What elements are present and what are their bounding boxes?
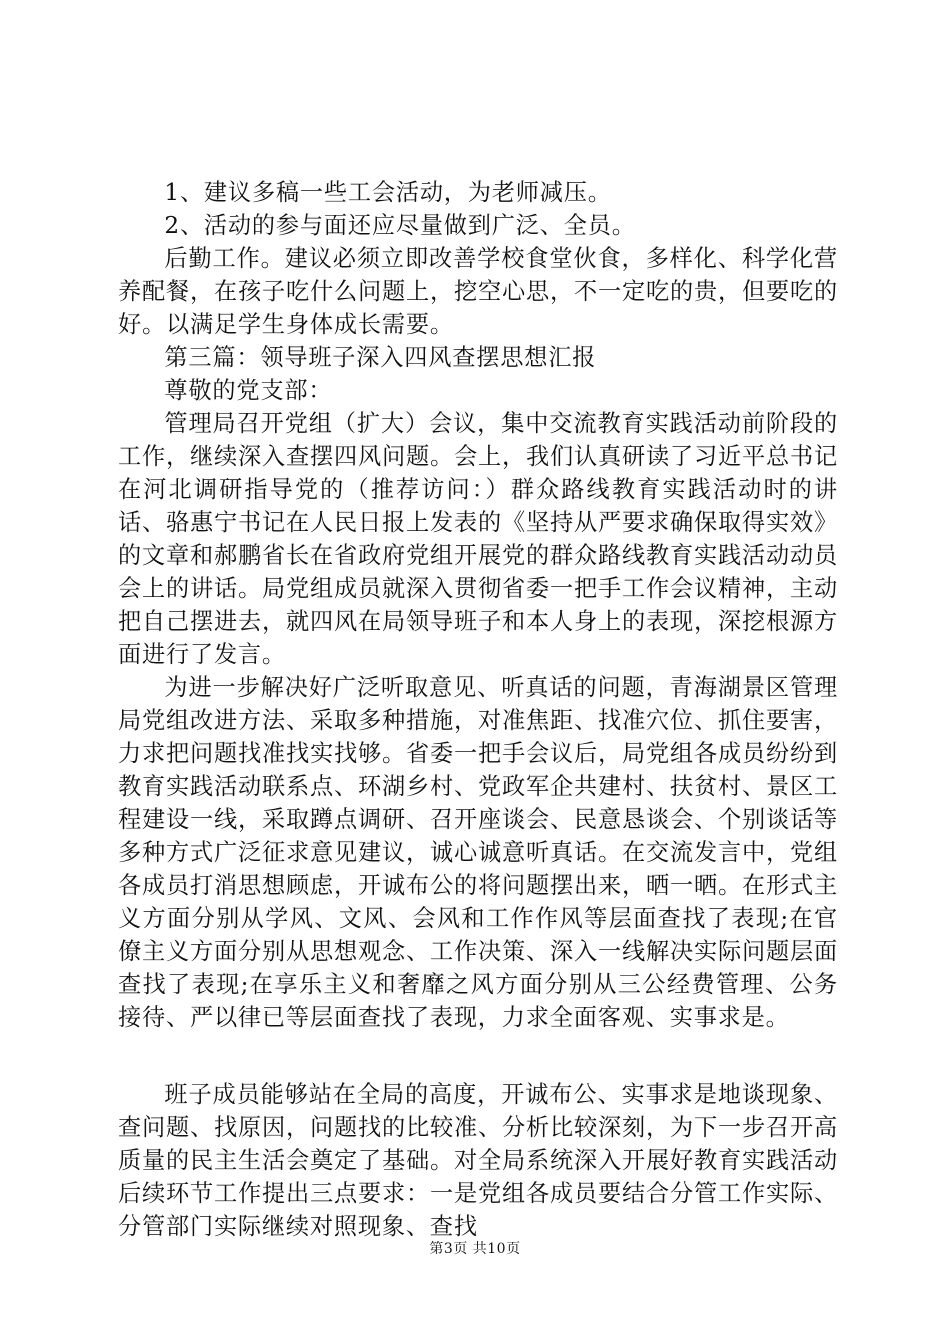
paragraph: 管理局召开党组（扩大）会议，集中交流教育实践活动前阶段的工作，继续深入查摆四风问题。会上，我们认真研读了习近平总书记在河北调研指导党的（推荐访问：）群众路线教育实践活动时的讲话、骆惠宁书记在人民日报上发表的《坚持从严要求确保取得实效》的文章和郝鹏省长在省政府党组开展党的群众路线教育实践活动动员会上的讲话。局党组成员就深入贯彻省委一把手工作会议精神，主动把自己摆进去，就四风在局领导班子和本人身上的表现，深挖根源方面进行了发言。 — [118, 410, 838, 668]
paragraph: 1、建议多稿一些工会活动，为老师减压。 — [164, 179, 612, 206]
document-body — [118, 176, 838, 1243]
section-heading: 第三篇：领导班子深入四风查摆思想汇报 — [164, 344, 597, 371]
paragraph: 班子成员能够站在全局的高度，开诚布公、实事求是地谈现象、查问题、找原因，问题找的比较准、分析比较深刻，为下一步召开高质量的民主生活会奠定了基础。对全局系统深入开展好教育实践活动后续环节工作提出三点要求：一是党组各成员要结合分管工作实际、分管部门实际继续对照现象、查找 — [118, 1081, 838, 1240]
paragraph-spacer — [118, 1034, 838, 1078]
page-number: 第3页 共10页 — [429, 1241, 521, 1257]
salutation: 尊敬的党支部： — [164, 377, 333, 404]
paragraph: 为进一步解决好广泛听取意见、听真话的问题，青海湖景区管理局党组改进方法、采取多种措施，对准焦距、找准穴位、抓住要害，力求把问题找准找实找够。省委一把手会议后，局党组各成员纷纷到教育实践活动联系点、环湖乡村、党政军企共建村、扶贫村、景区工程建设一线，采取蹲点调研、召开座谈会、民意恳谈会、个别谈话等多种方式广泛征求意见建议，诚心诚意听真话。在交流发言中，党组各成员打消思想顾虑，开诚布公的将问题摆出来，晒一晒。在形式主义方面分别从学风、文风、会风和工作作风等层面查找了表现;在官僚主义方面分别从思想观念、工作决策、深入一线解决实际问题层面查找了表现;在享乐主义和奢靡之风方面分别从三公经费管理、公务接待、严以律已等层面查找了表现，力求全面客观、实事求是。 — [118, 674, 838, 1031]
paragraph: 2、活动的参与面还应尽量做到广泛、全员。 — [164, 212, 636, 239]
paragraph: 后勤工作。建议必须立即改善学校食堂伙食，多样化、科学化营养配餐，在孩子吃什么问题上，挖空心思，不一定吃的贵，但要吃的好。以满足学生身体成长需要。 — [118, 245, 838, 338]
